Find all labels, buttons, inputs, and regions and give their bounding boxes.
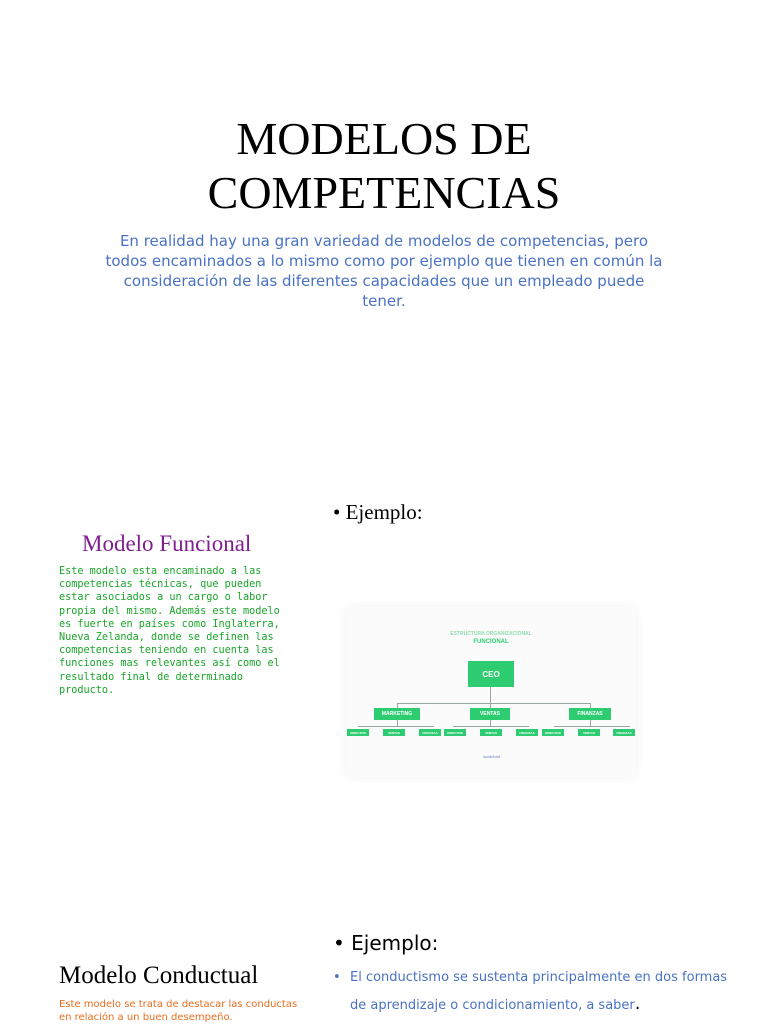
bullet-marker: • <box>333 970 341 985</box>
org-chart-title: ESTRUCTURA ORGANIZACIONAL <box>450 631 532 637</box>
main-title <box>0 112 768 220</box>
org-chart-image <box>346 607 636 777</box>
modelo-funcional-title: Modelo Funcional <box>82 531 252 556</box>
intro-paragraph: En realidad hay una gran variedad de modelos de competencias, pero todos encaminados a lo mismo como por ejemplo que tienen en común la consideración de las diferentes capacidades que un empleado puede tener. <box>105 232 663 310</box>
org-chart-subtitle: FUNCIONAL <box>473 639 509 645</box>
modelo-conductual-title: Modelo Conductual <box>59 962 259 989</box>
org-connector <box>453 726 529 727</box>
bullet-text: El conductismo se sustenta principalmente en dos formas de aprendizaje o condicionamiento, a saber <box>350 970 728 1013</box>
bullet-end-period: . <box>634 993 641 1014</box>
org-node-dept: VENTAS <box>470 708 510 720</box>
example-label-1: • Ejemplo: <box>333 500 423 524</box>
org-chart-footer-logo: lucidchart <box>483 754 501 759</box>
org-node-sub: VENTAS <box>383 729 405 736</box>
modelo-funcional-text: Este modelo esta encaminado a las competencias técnicas, que pueden estar asociados a un cargo o labor propia del mismo. Además este modelo es fuerte en países como Inglaterra, Nueva Zelanda, donde se definen las competencias teniendo en cuenta las funciones mas relevantes así como el resultado final de determinado producto. <box>59 566 280 696</box>
org-connector <box>490 687 491 703</box>
org-node-sub: VENTAS <box>578 729 600 736</box>
example-label-2: • Ejemplo: <box>333 931 439 955</box>
org-node-sub: FINANZAS <box>516 729 538 736</box>
org-node-dept: MARKETING <box>374 708 420 720</box>
conductismo-bullet <box>333 965 733 1019</box>
org-connector <box>397 703 590 704</box>
org-node-sub: FINANZAS <box>613 729 635 736</box>
org-node-sub: DIRECTOR <box>347 729 369 736</box>
title-line-1: MODELOS DE <box>236 113 532 164</box>
org-node-ceo: CEO <box>468 661 514 687</box>
org-connector <box>554 726 630 727</box>
org-node-sub: FINANZAS <box>419 729 441 736</box>
org-connector <box>358 726 434 727</box>
org-node-sub: DIRECTOR <box>542 729 564 736</box>
org-node-sub: VENTAS <box>480 729 502 736</box>
modelo-conductual-text: Este modelo se trata de destacar las conductas en relación a un buen desempeño. <box>59 999 298 1023</box>
org-node-dept: FINANZAS <box>569 708 611 720</box>
org-node-sub: DIRECTOR <box>444 729 466 736</box>
title-line-2: COMPETENCIAS <box>207 167 561 218</box>
